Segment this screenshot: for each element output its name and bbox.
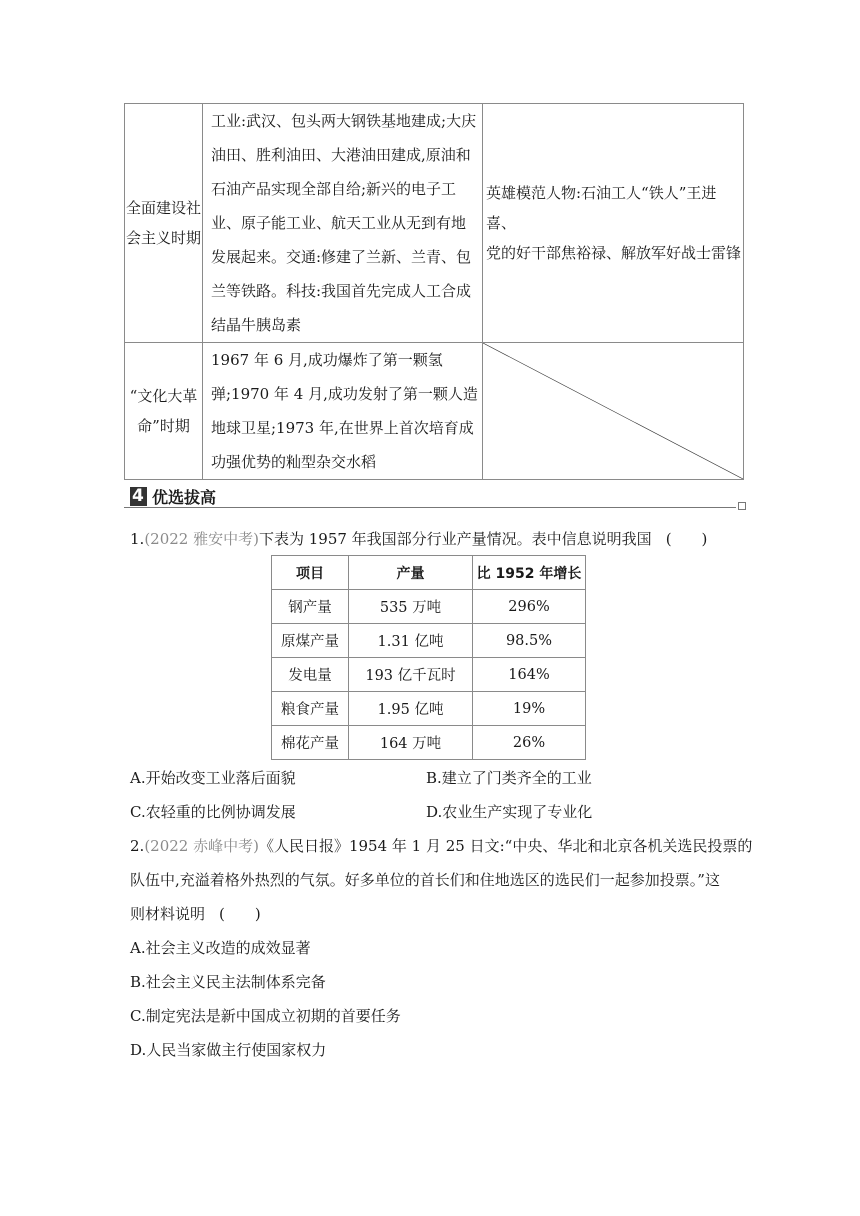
option-c[interactable]: C.制定宪法是新中国成立初期的首要任务 xyxy=(130,1007,401,1025)
table-cell: 535 万吨 xyxy=(349,590,473,624)
section-title: 优选拔高 xyxy=(152,488,217,507)
section-end-square-icon xyxy=(738,502,746,510)
question-2-stem-line-3 xyxy=(130,904,261,924)
achievement-line: 1967 年 6 月,成功爆炸了第一颗氢 xyxy=(211,351,443,369)
section-divider xyxy=(124,507,736,508)
achievement-line: 功强优势的籼型杂交水稻 xyxy=(211,453,377,471)
diagonal-line xyxy=(483,343,743,479)
option-b[interactable]: B.社会主义民主法制体系完备 xyxy=(130,973,326,991)
table-row xyxy=(272,692,586,726)
achievement-line: 地球卫星;1973 年,在世界上首次培育成 xyxy=(211,419,474,437)
question-text: 下表为 1957 年我国部分行业产量情况。表中信息说明我国 xyxy=(258,530,652,548)
table-row xyxy=(125,343,744,480)
option-d[interactable]: D.人民当家做主行使国家权力 xyxy=(130,1041,327,1059)
table-header-row xyxy=(272,556,586,590)
table-cell: 26% xyxy=(473,726,586,760)
period-line: “文化大革 xyxy=(129,387,198,405)
table-cell: 原煤产量 xyxy=(272,624,349,658)
table-cell: 钢产量 xyxy=(272,590,349,624)
table-cell: 1.31 亿吨 xyxy=(349,624,473,658)
period-line: 命”时期 xyxy=(137,417,190,435)
achievement-line: 发展起来。交通:修建了兰新、兰青、包 xyxy=(211,248,472,266)
question-number: 2. xyxy=(130,837,145,855)
table-cell: 296% xyxy=(473,590,586,624)
achievement-line: 业、原子能工业、航天工业从无到有地 xyxy=(211,214,467,232)
empty-diagonal-cell xyxy=(483,343,744,480)
period-line: 全面建设社 xyxy=(125,199,201,217)
option-b[interactable]: B.建立了门类齐全的工业 xyxy=(426,769,592,787)
question-text: 《人民日报》1954 年 1 月 25 日文:“中央、华北和北京各机关选民投票的 xyxy=(258,837,753,855)
answer-blank: ( ) xyxy=(219,905,261,923)
achievement-line: 工业:武汉、包头两大钢铁基地建成;大庆 xyxy=(211,112,477,130)
period-cell xyxy=(125,104,203,343)
production-table xyxy=(271,555,586,760)
table-cell: 棉花产量 xyxy=(272,726,349,760)
table-cell: 19% xyxy=(473,692,586,726)
question-2-stem-line-2: 队伍中,充溢着格外热烈的气氛。好多单位的首长们和住地选区的选民们一起参加投票。”这 xyxy=(130,871,720,889)
question-2-stem-line-1 xyxy=(130,836,752,856)
question-text: 则材料说明 xyxy=(130,905,206,923)
achievement-line: 结晶牛胰岛素 xyxy=(211,316,302,334)
column-header: 项目 xyxy=(272,556,349,590)
achievement-line: 石油产品实现全部自给;新兴的电子工 xyxy=(211,180,457,198)
table-cell: 164% xyxy=(473,658,586,692)
section-number: 4 xyxy=(132,486,144,506)
option-a[interactable]: A.开始改变工业落后面貌 xyxy=(130,769,296,787)
question-source: (2022 雅安中考) xyxy=(144,530,259,548)
table-cell: 粮食产量 xyxy=(272,692,349,726)
table-row xyxy=(272,624,586,658)
achievement-line: 兰等铁路。科技:我国首先完成人工合成 xyxy=(211,282,472,300)
heroes-line: 党的好干部焦裕禄、解放军好战士雷锋 xyxy=(486,244,742,262)
achievement-line: 油田、胜利油田、大港油田建成,原油和 xyxy=(211,146,471,164)
table-cell: 98.5% xyxy=(473,624,586,658)
table-cell: 1.95 亿吨 xyxy=(349,692,473,726)
table-row xyxy=(272,726,586,760)
table-row xyxy=(272,590,586,624)
column-header: 比 1952 年增长 xyxy=(473,556,586,590)
option-a[interactable]: A.社会主义改造的成效显著 xyxy=(130,939,311,957)
achievement-cell xyxy=(203,343,483,480)
table-row xyxy=(272,658,586,692)
option-c[interactable]: C.农轻重的比例协调发展 xyxy=(130,803,296,821)
question-1-stem xyxy=(130,529,707,549)
history-table xyxy=(124,103,744,480)
heroes-cell xyxy=(483,104,744,343)
achievement-cell xyxy=(203,104,483,343)
column-header: 产量 xyxy=(349,556,473,590)
option-d[interactable]: D.农业生产实现了专业化 xyxy=(426,803,593,821)
table-row xyxy=(125,104,744,343)
period-line: 会主义时期 xyxy=(125,229,201,247)
heroes-line: 英雄模范人物:石油工人“铁人”王进喜、 xyxy=(486,184,717,232)
answer-blank: ( ) xyxy=(665,530,708,548)
table-cell: 164 万吨 xyxy=(349,726,473,760)
question-number: 1. xyxy=(130,530,145,548)
table-cell: 发电量 xyxy=(272,658,349,692)
table-cell: 193 亿千瓦时 xyxy=(349,658,473,692)
question-source: (2022 赤峰中考) xyxy=(144,837,259,855)
period-cell xyxy=(125,343,203,480)
achievement-line: 弹;1970 年 4 月,成功发射了第一颗人造 xyxy=(211,385,478,403)
